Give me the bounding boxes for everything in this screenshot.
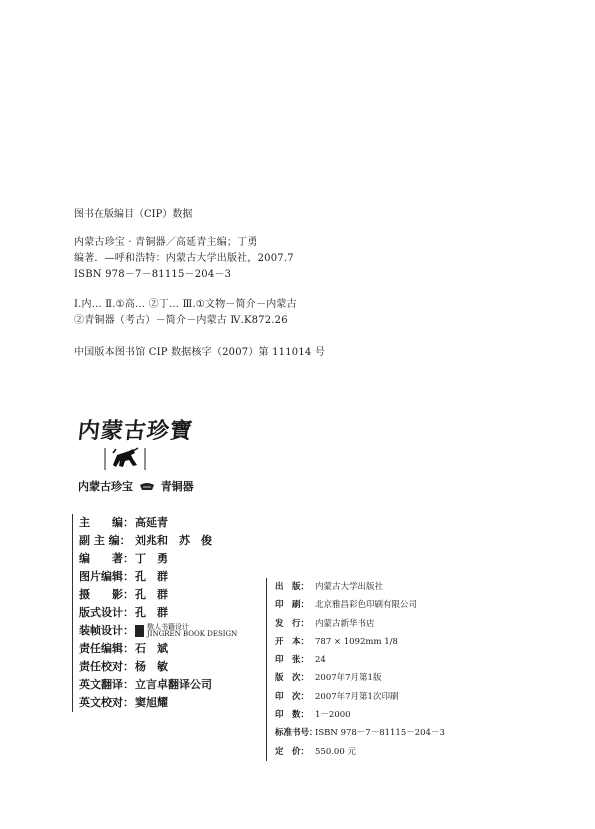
studio-logo-mark — [135, 625, 144, 637]
pub-row — [275, 633, 445, 651]
credit-role: 责任编辑： — [79, 642, 134, 655]
credit-role: 图片编辑： — [79, 570, 134, 583]
pub-row — [275, 724, 445, 742]
pub-label: 印 张： — [275, 655, 310, 666]
credit-row — [79, 622, 237, 640]
series-name: 内蒙古珍宝 — [78, 480, 133, 493]
bronze-vessel-icon — [139, 482, 155, 492]
credit-row — [79, 532, 237, 550]
credit-name: 杨 敏 — [135, 660, 168, 673]
pub-label: 标准书号： — [275, 728, 318, 739]
pub-label: 出 版： — [275, 582, 310, 592]
horse-seal-icon — [103, 445, 147, 473]
pub-value: ISBN 978－7－81115－204－3 — [315, 728, 445, 739]
pub-value: 内蒙古大学出版社 — [315, 582, 384, 592]
pub-value: 24 — [315, 655, 326, 666]
credit-row — [79, 694, 237, 712]
pub-label: 版 次： — [275, 673, 310, 684]
credit-role: 英文翻译： — [79, 678, 134, 691]
pub-row — [275, 706, 445, 724]
credit-role: 版式设计： — [79, 606, 134, 619]
cip-classification-line-2: ②青铜器（考古）－简介－内蒙古 Ⅳ.K872.26 — [74, 315, 288, 326]
pub-label: 印 刷： — [275, 600, 310, 611]
studio-name-en: JINGREN BOOK DESIGN — [147, 630, 238, 638]
pub-value: 内蒙古新华书店 — [315, 618, 375, 629]
credit-name: 丁 勇 — [135, 552, 168, 565]
cip-title-line: 内蒙古珍宝 · 青铜器／高延青主编；丁勇 — [74, 237, 258, 248]
pub-value: 787 × 1092mm 1/8 — [315, 636, 398, 647]
pub-value: 550.00 元 — [315, 746, 356, 757]
pub-row — [275, 688, 445, 706]
studio-logo-icon — [135, 622, 237, 640]
publication-details — [266, 578, 445, 761]
credit-name: 孔 群 — [135, 606, 168, 619]
credit-row — [79, 586, 237, 604]
pub-value: 2007年7月第1次印刷 — [315, 691, 399, 702]
credit-row — [79, 604, 237, 622]
cip-heading: 图书在版编目（CIP）数据 — [74, 209, 193, 220]
cip-isbn-line: ISBN 978－7－81115－204－3 — [74, 269, 232, 280]
pub-value: 北京雅昌彩色印刷有限公司 — [315, 600, 418, 611]
credits-list — [72, 514, 237, 712]
credit-row — [79, 550, 237, 568]
credit-row — [79, 658, 237, 676]
credit-name: 孔 群 — [135, 588, 168, 601]
pub-row — [275, 651, 445, 669]
studio-logo-text — [147, 624, 237, 638]
pub-label: 定 价： — [275, 746, 310, 757]
pub-value: 1－2000 — [315, 710, 351, 721]
credit-row — [79, 568, 237, 586]
credit-name: 石 斌 — [135, 642, 168, 655]
series-calligraphy-logo: 内蒙古珍寶 — [76, 418, 195, 444]
credit-role: 英文校对： — [79, 696, 134, 709]
pub-label: 印 次： — [275, 691, 310, 702]
cip-verification-number: 中国版本图书馆 CIP 数据核字（2007）第 111014 号 — [74, 347, 326, 358]
credit-role: 副 主 编： — [79, 534, 131, 547]
pub-row — [275, 743, 445, 761]
credit-name: 高延青 — [135, 516, 168, 529]
credit-name: 立言卓翻译公司 — [135, 678, 212, 691]
credit-role: 装帧设计： — [79, 624, 134, 637]
credit-name: 窦旭耀 — [135, 696, 168, 709]
pub-row — [275, 578, 445, 596]
pub-row — [275, 615, 445, 633]
credit-role: 责任校对： — [79, 660, 134, 673]
credit-role: 主 编： — [79, 516, 134, 529]
pub-label: 发 行： — [275, 618, 310, 629]
credit-role: 摄 影： — [79, 588, 134, 601]
credit-row — [79, 676, 237, 694]
pub-label: 开 本： — [275, 636, 310, 647]
credit-row — [79, 514, 237, 532]
studio-name: 敬人书籍设计 — [147, 623, 189, 631]
credit-row — [79, 640, 237, 658]
credit-name: 孔 群 — [135, 570, 168, 583]
series-title — [78, 478, 194, 494]
cip-classification-line-1: Ⅰ.内… Ⅱ.①高… ②丁… Ⅲ.①文物－简介－内蒙古 — [74, 299, 297, 310]
credit-name: 刘兆和 苏 俊 — [135, 534, 212, 547]
volume-name: 青铜器 — [160, 480, 194, 493]
pub-row — [275, 596, 445, 614]
pub-value: 2007年7月第1版 — [315, 673, 382, 684]
pub-row — [275, 669, 445, 687]
credit-role: 编 著： — [79, 552, 134, 565]
cip-publisher-line: 编著．—呼和浩特：内蒙古大学出版社，2007.7 — [74, 253, 294, 264]
pub-label: 印 数： — [275, 710, 310, 721]
